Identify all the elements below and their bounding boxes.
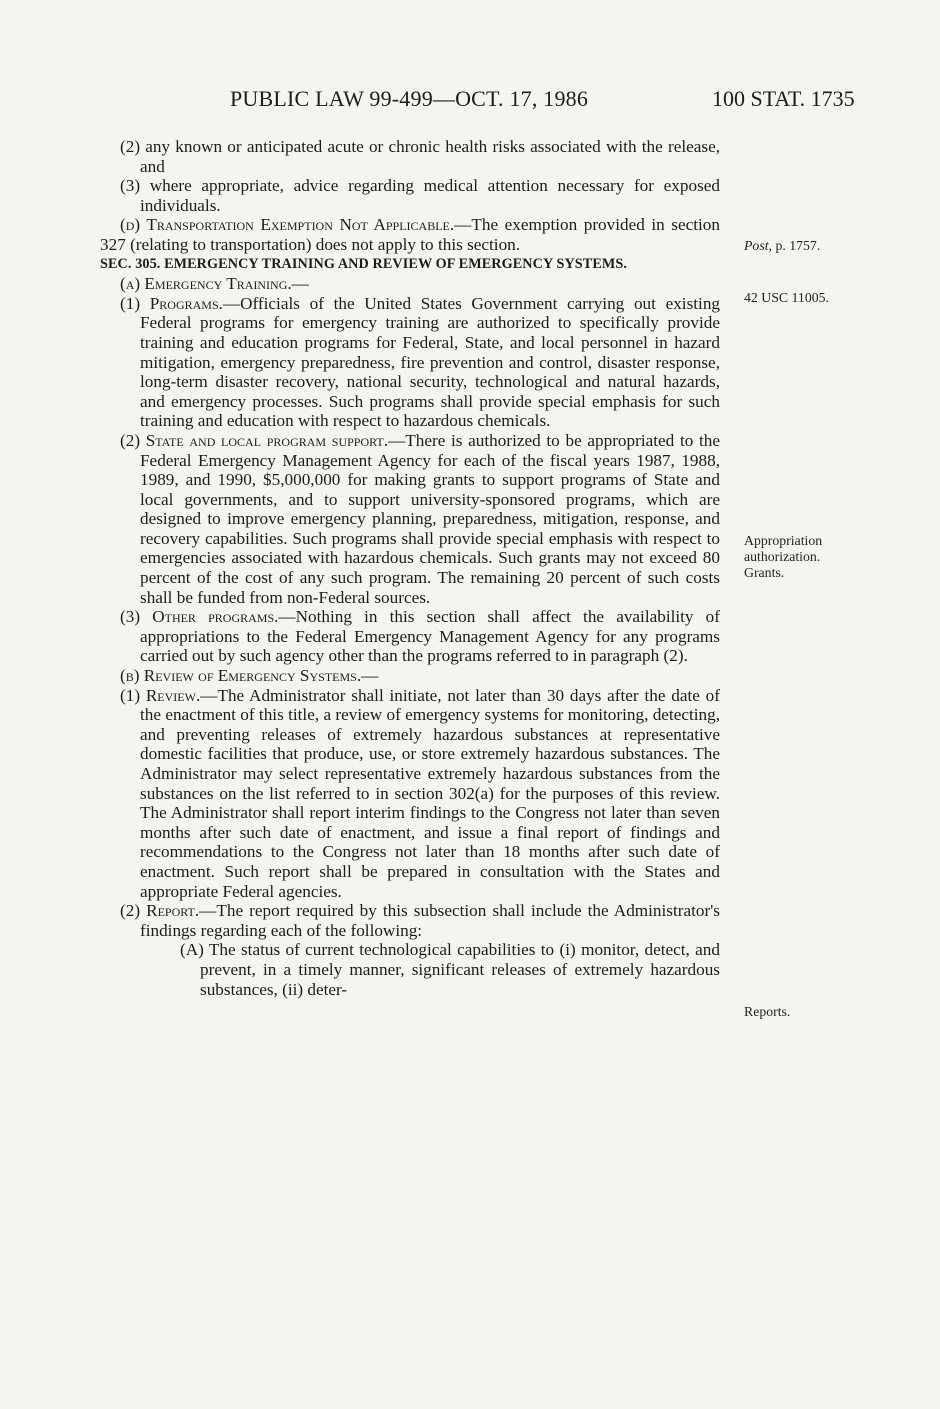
subsection-d: [100, 215, 720, 254]
paragraph-b1: [100, 686, 720, 902]
paragraph-a1-heading: (1) Programs.: [120, 293, 223, 313]
paragraph-b2: [100, 901, 720, 940]
paragraph-a3-body: —Nothing in this section shall affect the availability of appropriations to the Federal Emergency Management Agency for any programs carried out by such agency other than the programs referred to in paragraph (2).: [140, 607, 720, 666]
margin-note-usc: 42 USC 11005.: [744, 290, 829, 305]
margin-note-grants: Grants.: [744, 565, 785, 580]
paragraph-b1-body: —The Administrator shall initiate, not later than 30 days after the date of the enactment of this title, a review of emergency systems for monitoring, detecting, and preventing releases of extremely hazardous substances at representative domestic facilities that produce, use, or store extremely hazardous substances. The Administrator may select representative extremely hazardous substances from the substances on the list referred to in section 302(a) for the purposes of this review. The Administrator shall report interim findings to the Congress not later than seven months after such date of enactment, and issue a final report of findings and recommendations to the Congress not later than 18 months after such date of enactment. Such report shall be prepared in consultation with the States and appropriate Federal agencies.: [140, 685, 721, 901]
paragraph-a3: [100, 607, 720, 666]
margin-note-post-italic: Post,: [744, 238, 772, 253]
statute-page-number: 100 STAT. 1735: [712, 86, 855, 111]
paragraph-b2-body: —The report required by this subsection shall include the Administrator's findings regarding each of the following:: [140, 901, 720, 940]
paragraph-a1: [100, 294, 720, 431]
margin-note-appropriation-line1: Appropriation: [744, 533, 823, 548]
subsection-b-heading: (b) Review of Emergency Systems.—: [120, 666, 379, 686]
subsection-d-heading: (d) Transportation Exemption Not Applicable.: [120, 215, 455, 235]
paragraph-b1-heading: (1) Review.: [120, 685, 201, 705]
margin-note-appropriation: [744, 533, 822, 581]
paragraph-a2-body: —There is authorized to be appropriated to the Federal Emergency Management Agency for each of the fiscal years 1987, 1988, 1989, and 1990, $5,000,000 for making grants to support programs of State and local governments, and to support university-sponsored programs, which are designed to improve emergency planning, preparedness, mitigation, response, and recovery capabilities. Such programs shall provide special emphasis with respect to emergencies associated with hazardous chemicals. Such grants may not exceed 80 percent of the cost of any such program. The remaining 20 percent of such costs shall be funded from non-Federal sources.: [140, 430, 720, 607]
margin-note-appropriation-line2: authorization.: [744, 549, 821, 564]
page-header: [0, 86, 940, 116]
paragraph-a2-heading: (2) State and local program support.: [120, 430, 389, 450]
subparagraph-bA: (A) The status of current technological capabilities to (i) monitor, detect, and prevent, in a timely manner, significant releases of extremely hazardous substances, (ii) deter-: [180, 940, 720, 999]
subsection-a-heading: (a) Emergency Training.—: [120, 274, 309, 294]
running-title: PUBLIC LAW 99-499—OCT. 17, 1986: [230, 86, 589, 111]
paragraph-a2: [100, 431, 720, 607]
section-heading: SEC. 305. EMERGENCY TRAINING AND REVIEW OF EMERGENCY SYSTEMS.: [100, 255, 628, 272]
margin-note-post-page: p. 1757.: [775, 238, 821, 253]
margin-note-post: [744, 238, 820, 254]
clause-c3: (3) where appropriate, advice regarding medical attention necessary for exposed individuals.: [120, 176, 720, 215]
clause-c2: (2) any known or anticipated acute or chronic health risks associated with the release, and: [120, 137, 720, 176]
margin-note-reports: Reports.: [744, 1004, 791, 1019]
paragraph-b2-heading: (2) Report.: [120, 901, 200, 921]
paragraph-a3-heading: (3) Other programs.: [120, 607, 279, 627]
paragraph-a1-body: —Officials of the United States Government carrying out existing Federal programs for emergency training are authorized to specifically provide training and education programs for Federal, State, and local personnel in hazard mitigation, emergency preparedness, fire prevention and control, disaster response, long-term disaster recovery, national security, technological and natural hazards, and emergency processes. Such programs shall provide special emphasis for such training and education with respect to hazardous chemicals.: [140, 293, 721, 431]
body-text: [100, 137, 720, 999]
subsection-d-body: —The exemption provided in section 327 (relating to transportation) does not apply to this section.: [100, 215, 720, 254]
